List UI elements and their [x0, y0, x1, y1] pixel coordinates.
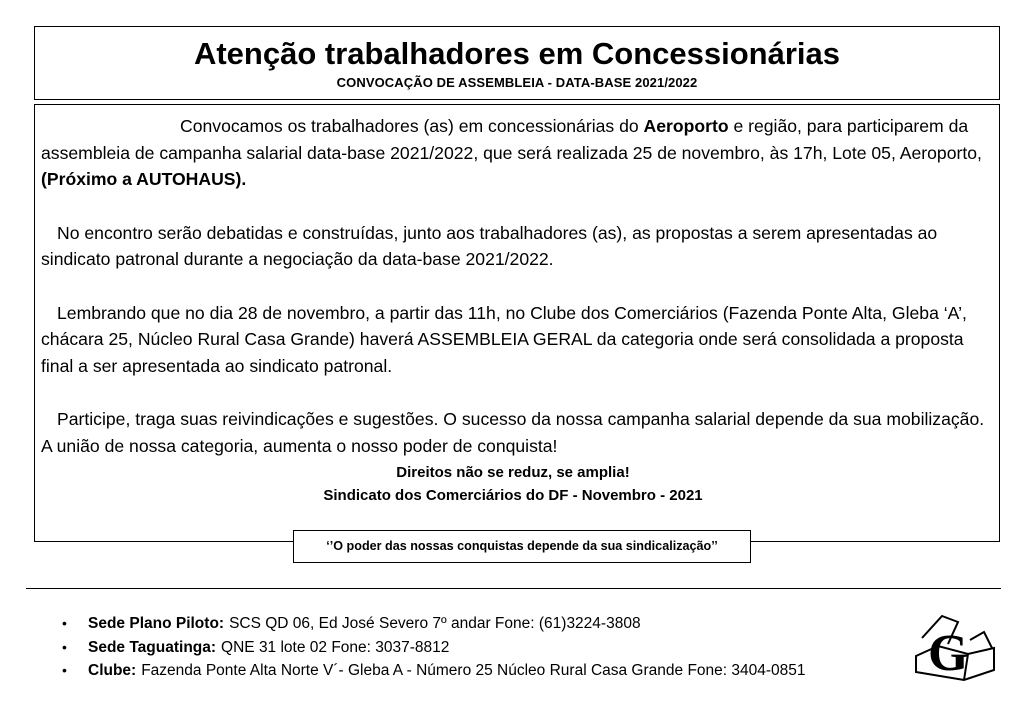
svg-text:G: G: [928, 625, 969, 682]
footer-item-plano-piloto: [62, 612, 912, 636]
paragraph-participate: Participe, traga suas reivindicações e sugestões. O sucesso da nossa campanha salarial depende da sua mobilização. A união de nossa categoria, aumenta o nosso poder de conquista!: [41, 409, 985, 456]
sindicato-logo-icon: [908, 608, 1000, 686]
paragraph-convocation: [41, 113, 985, 193]
footer-text: QNE 31 lote 02 Fone: 3037-8812: [221, 638, 450, 656]
footer-label: Sede Taguatinga:: [88, 638, 217, 656]
bullet-icon: •: [62, 615, 67, 631]
page-title: Atenção trabalhadores em Concessionárias: [193, 36, 841, 71]
footer-label: Clube:: [88, 662, 137, 679]
paragraph-convocation-bold-landmark: (Próximo a AUTOHAUS).: [41, 169, 247, 189]
paragraph-meeting: No encontro serão debatidas e construídas, junto aos trabalhadores (as), as propostas a serem apresentadas ao sindicato patronal durante a negociação da data-base 2021/2022.: [41, 222, 938, 269]
footer-text: Fazenda Ponte Alta Norte V´- Gleba A - Número 25 Núcleo Rural Casa Grande Fone: 3404-0851: [141, 662, 806, 679]
divider: [26, 588, 1001, 589]
footer-text: SCS QD 06, Ed José Severo 7º andar Fone: (61)3224-3808: [229, 615, 641, 632]
footer-label: Sede Plano Piloto:: [88, 615, 225, 632]
header-box: [34, 26, 1000, 100]
paragraph-convocation-bold-location: Aeroporto: [643, 116, 729, 136]
footer-item-taguatinga: [62, 636, 912, 660]
bullet-icon: •: [62, 638, 67, 655]
footer-item-clube: [62, 659, 912, 683]
paragraph-general-assembly: Lembrando que no dia 28 de novembro, a partir das 11h, no Clube dos Comerciários (Fazenda Ponte Alta, Gleba ‘A’, chácara 25, Núcleo Rural Casa Grande) haverá ASSEMBLEIA GERAL da categoria onde será consolidada a proposta final a ser apresentada ao sindicato patronal.: [41, 302, 967, 376]
signature: Sindicato dos Comerciários do DF - Novembro - 2021: [323, 487, 703, 504]
notice-body: [34, 104, 1000, 542]
bullet-icon: •: [62, 662, 67, 678]
slogan-box: ‘’O poder das nossas conquistas depende da sua sindicalização’’: [293, 530, 751, 563]
motto: Direitos não se reduz, se amplia!: [396, 464, 630, 481]
paragraph-convocation-text-b: e região, para participarem da assembleia de campanha salarial data-base 2021/2022, que será realizada 25 de novembro, às 17h, Lote 05, Aeroporto,: [41, 116, 982, 163]
paragraph-convocation-text-a: Convocamos os trabalhadores (as) em concessionárias do: [180, 116, 644, 136]
page-subtitle: CONVOCAÇÃO DE ASSEMBLEIA - DATA-BASE 2021/2022: [336, 75, 698, 90]
footer-addresses: [62, 612, 912, 683]
